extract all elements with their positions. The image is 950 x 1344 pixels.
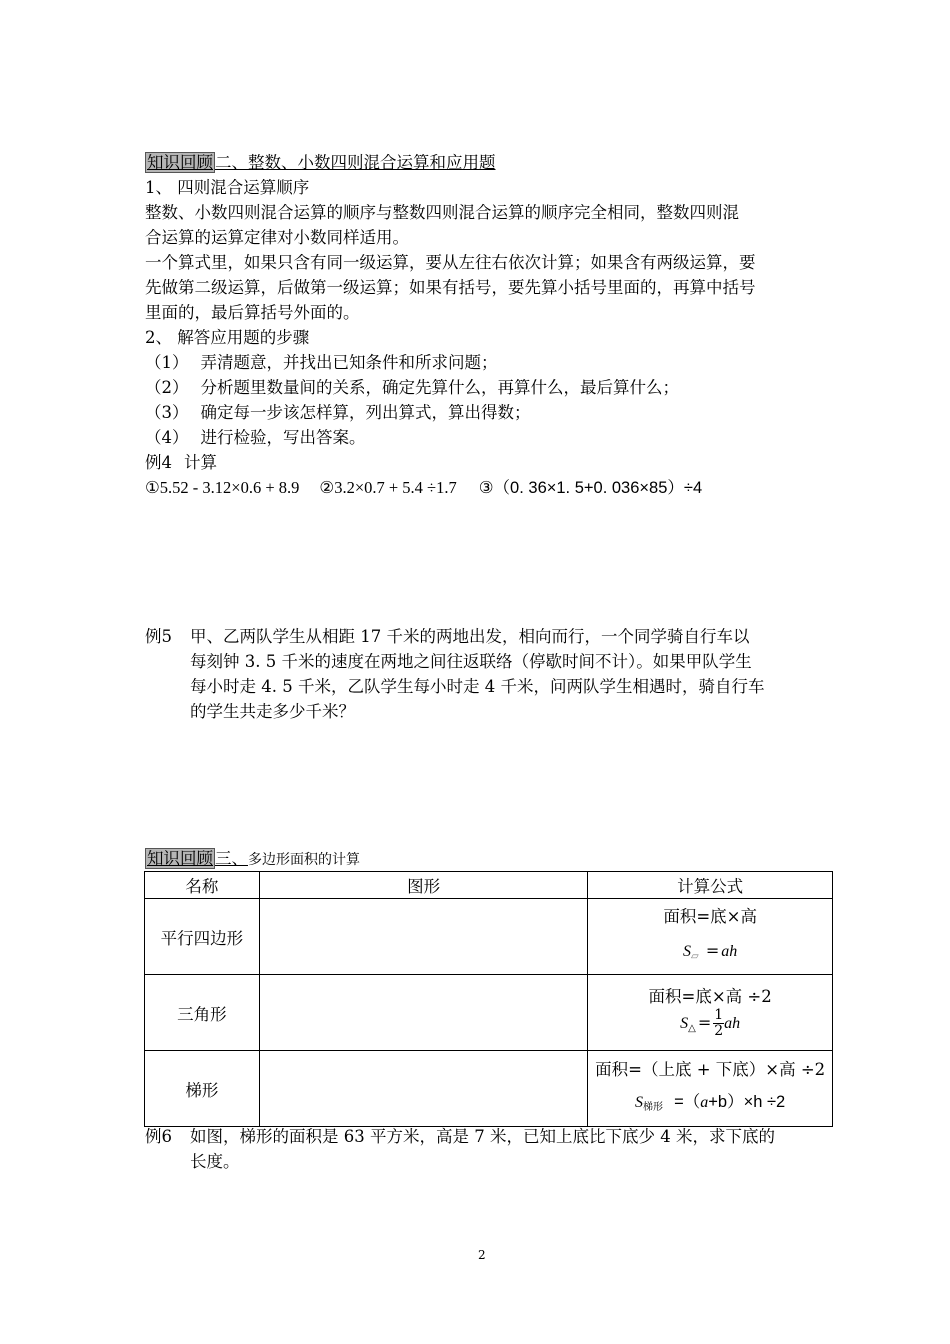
item2-heading: 2、 解答应用题的步骤 — [145, 328, 310, 347]
example4-heading — [145, 450, 217, 475]
column-header: 图形 — [259, 872, 587, 899]
example4-label: 例4 — [145, 453, 172, 472]
shape-figure-cell — [259, 975, 587, 1051]
section2-title: 二、整数、小数四则混合运算和应用题 — [215, 153, 496, 172]
section3-title: 多边形面积的计算 — [248, 852, 360, 868]
table-header-row — [145, 872, 833, 899]
section2-heading — [145, 150, 496, 175]
step-text: 分析题里数量间的关系，确定先算什么，再算什么，最后算什么； — [200, 378, 679, 397]
formula-text: 面积=底×高 — [663, 906, 757, 926]
example5-line-2: 每刻钟 3. 5 千米的速度在两地之间往返联络（停歇时间不计）。如果甲队学生 — [190, 652, 752, 671]
example6-line-2: 长度。 — [190, 1152, 240, 1171]
section3-heading — [145, 846, 360, 873]
example4-expressions — [145, 475, 702, 501]
step-text: 弄清题意，并找出已知条件和所求问题； — [200, 353, 498, 372]
step-2 — [145, 375, 679, 400]
formula-cell — [588, 899, 833, 975]
column-header: 计算公式 — [588, 872, 833, 899]
table-row — [145, 899, 833, 975]
formula-math: $S_▱$ = ah — [683, 940, 738, 962]
step-text: 进行检验，写出答案。 — [200, 428, 366, 447]
paragraph-2-line-3: 里面的，最后算括号外面的。 — [145, 303, 360, 322]
step-number: （2） — [145, 378, 189, 397]
step-text: 确定每一步该怎样算，列出算式，算出得数； — [200, 403, 531, 422]
formula-cell — [588, 1051, 833, 1127]
page-number: 2 — [478, 1248, 486, 1262]
step-number: （1） — [145, 353, 189, 372]
example6-label: 例6 — [145, 1127, 172, 1146]
paragraph-2-line-2: 先做第二级运算，后做第一级运算；如果有括号，要先算小括号里面的，再算中括号 — [145, 278, 756, 297]
formula-text: 面积=（上底 + 下底）×高 ÷2 — [595, 1059, 826, 1079]
polygon-area-table — [144, 871, 833, 1127]
paragraph-2-line-1: 一个算式里，如果只含有同一级运算，要从左往右依次计算；如果含有两级运算，要 — [145, 253, 756, 272]
shape-name: 三角形 — [145, 975, 260, 1051]
fraction-one-half: $\frac{1}{2}$ — [714, 1006, 724, 1039]
shape-figure-cell — [259, 899, 587, 975]
step-1 — [145, 350, 498, 375]
formula-cell — [588, 975, 833, 1051]
knowledge-review-tag: 知识回顾 — [147, 849, 213, 868]
step-number: （4） — [145, 428, 189, 447]
shape-name: 梯形 — [145, 1051, 260, 1127]
item1-heading: 1、 四则混合运算顺序 — [145, 178, 310, 197]
example5-line-1: 甲、乙两队学生从相距 17 千米的两地出发，相向而行，一个同学骑自行车以 — [190, 627, 750, 646]
column-header: 名称 — [145, 872, 260, 899]
step-4 — [145, 425, 366, 450]
paragraph-1-line-1: 整数、小数四则混合运算的顺序与整数四则混合运算的顺序完全相同，整数四则混 — [145, 203, 739, 222]
paragraph-1-line-2: 合运算的运算定律对小数同样适用。 — [145, 228, 409, 247]
formula-text: 面积=底×高 ÷2 — [648, 986, 772, 1006]
example5-label: 例5 — [145, 627, 172, 646]
formula-math: $S_{梯形} =(a+b)\times h \div 2$ — [635, 1092, 786, 1113]
expression-1: ①5.52 - 3.12×0.6 + 8.9 — [145, 478, 300, 497]
step-3 — [145, 400, 531, 425]
example6-line-1: 如图，梯形的面积是 63 平方米，高是 7 米，已知上底比下底少 4 米，求下底的 — [190, 1127, 775, 1146]
step-number: （3） — [145, 403, 189, 422]
expression-2: ②3.2×0.7 + 5.4 ÷1.7 — [319, 478, 457, 497]
table-row — [145, 975, 833, 1051]
example4-title: 计算 — [184, 453, 217, 472]
table-row — [145, 1051, 833, 1127]
knowledge-review-tag: 知识回顾 — [147, 153, 213, 172]
example5-line-4: 的学生共走多少千米？ — [190, 702, 355, 721]
section3-title-prefix: 三、 — [215, 849, 248, 868]
shape-figure-cell — [259, 1051, 587, 1127]
expression-3: ③（0. 36×1. 5+0. 036×85）÷4 — [478, 479, 703, 497]
shape-name: 平行四边形 — [145, 899, 260, 975]
example5-line-3: 每小时走 4. 5 千米，乙队学生每小时走 4 千米，问两队学生相遇时，骑自行车 — [190, 677, 765, 696]
formula-math: $S_\triangle$ = $\frac{1}{2}$ ah — [680, 1006, 741, 1039]
